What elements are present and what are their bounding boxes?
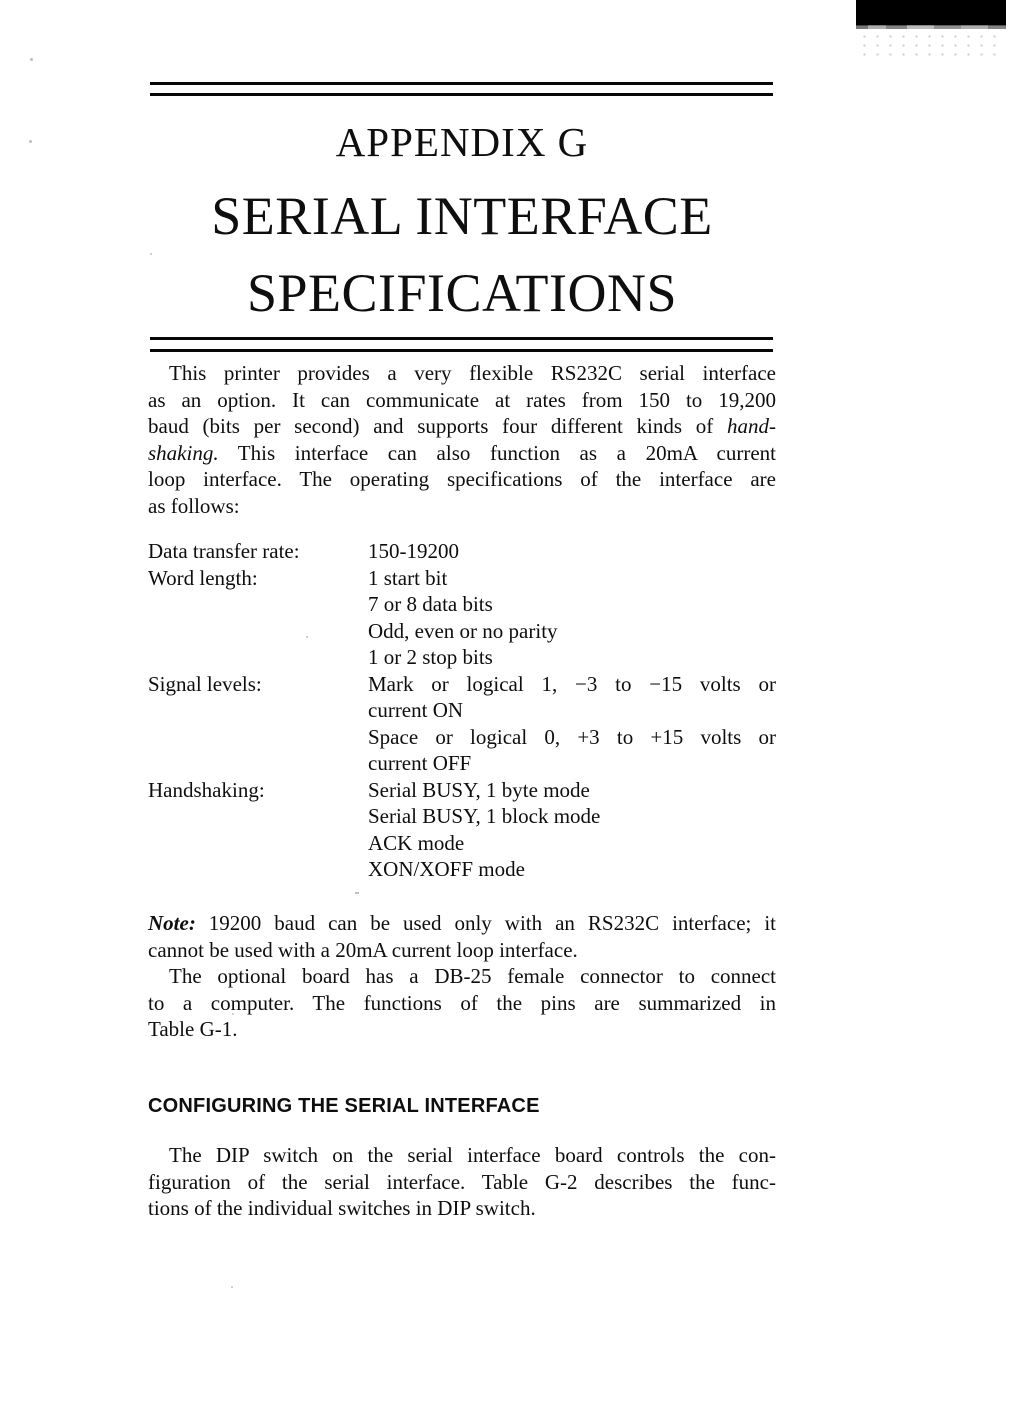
scan-noise-patch (858, 32, 1006, 56)
intro-line: as an option. It can communicate at rates from 150 to 19,200 (148, 387, 776, 412)
appendix-kicker: APPENDIX G (335, 119, 589, 165)
body-line: tions of the individual switches in DIP switch. (148, 1196, 536, 1220)
header-rule-2 (150, 349, 773, 352)
intro-line: loop interface. The operating specifications of the interface are (148, 467, 776, 491)
note-paragraph (148, 910, 776, 1043)
spec-label (148, 644, 368, 671)
page-title-line-1: SERIAL INTERFACE (211, 186, 713, 246)
spec-row (148, 565, 776, 592)
scan-speck (231, 1286, 233, 1288)
spec-value: ACK mode (368, 830, 465, 855)
intro-paragraph (148, 360, 776, 519)
spec-list (148, 538, 776, 883)
intro-line-text: baud (bits per second) and supports four different kinds of (148, 414, 727, 438)
body-line: The DIP switch on the serial interface board controls the con- (169, 1143, 776, 1167)
spec-row (148, 697, 776, 724)
scan-speck (355, 892, 359, 894)
note-line-text: 19200 baud can be used only with an RS232C interface; it (195, 911, 776, 935)
note-line: The optional board has a DB-25 female connector to connect (169, 964, 776, 988)
section-heading: CONFIGURING THE SERIAL INTERFACE (148, 1095, 540, 1117)
spec-label: Word length: (148, 565, 258, 590)
spec-label: Data transfer rate: (148, 539, 300, 563)
intro-line-italic: shaking. (148, 440, 219, 465)
spec-label (148, 591, 368, 618)
spec-value: Serial BUSY, 1 byte mode (368, 777, 590, 802)
spec-value: Mark or logical 1, −3 to −15 volts or (368, 671, 776, 696)
spec-row (148, 644, 776, 671)
intro-line (148, 413, 776, 440)
spec-value: 1 start bit (368, 565, 448, 590)
section-tab-marker (856, 0, 1006, 26)
spec-value: 150-19200 (368, 539, 459, 563)
spec-row (148, 724, 776, 751)
body-line: figuration of the serial interface. Table G-2 describes the func- (148, 1169, 776, 1194)
spec-value: Space or logical 0, +3 to +15 volts or (368, 724, 776, 749)
spec-value: XON/XOFF mode (368, 857, 525, 881)
spec-label (148, 697, 368, 724)
scan-speck (150, 253, 152, 255)
note-label: Note: (148, 911, 196, 935)
spec-value: 1 or 2 stop bits (368, 645, 493, 669)
spec-label (148, 724, 368, 751)
spec-row (148, 777, 776, 804)
intro-line-text: This interface can also function as a 20mA current (218, 440, 776, 465)
spec-value: current ON (368, 698, 464, 722)
spec-row (148, 538, 776, 565)
spec-label: Handshaking: (148, 777, 265, 802)
spec-row (148, 830, 776, 857)
intro-line: as follows: (148, 493, 240, 518)
spec-label (148, 803, 368, 830)
spec-row (148, 803, 776, 830)
spec-label (148, 856, 368, 883)
spec-label (148, 750, 368, 777)
scan-speck (30, 58, 33, 61)
spec-label (148, 618, 368, 645)
section-tab-fringe (856, 25, 1006, 29)
spec-value: 7 or 8 data bits (368, 592, 493, 616)
spec-label: Signal levels: (148, 671, 262, 696)
spec-value: current OFF (368, 751, 472, 775)
spec-value: Odd, even or no parity (368, 618, 558, 643)
scan-speck (29, 140, 32, 143)
body-paragraph (148, 1142, 776, 1222)
note-line: to a computer. The functions of the pins are summarized in (148, 990, 776, 1015)
header-rule-1 (150, 337, 773, 340)
top-rule-2 (150, 93, 773, 96)
page-title-line-2: SPECIFICATIONS (246, 263, 678, 323)
spec-row (148, 671, 776, 698)
note-line: cannot be used with a 20mA current loop interface. (148, 937, 578, 962)
note-line (148, 910, 776, 937)
intro-line (148, 440, 776, 467)
spec-row (148, 750, 776, 777)
spec-row (148, 591, 776, 618)
spec-row (148, 856, 776, 883)
spec-row (148, 618, 776, 645)
note-line: Table G-1. (148, 1017, 238, 1041)
top-rule-1 (150, 82, 773, 85)
intro-line-italic: hand- (727, 414, 776, 438)
spec-value: Serial BUSY, 1 block mode (368, 804, 601, 828)
spec-label (148, 830, 368, 857)
intro-line: This printer provides a very flexible RS232C serial interface (169, 361, 776, 385)
